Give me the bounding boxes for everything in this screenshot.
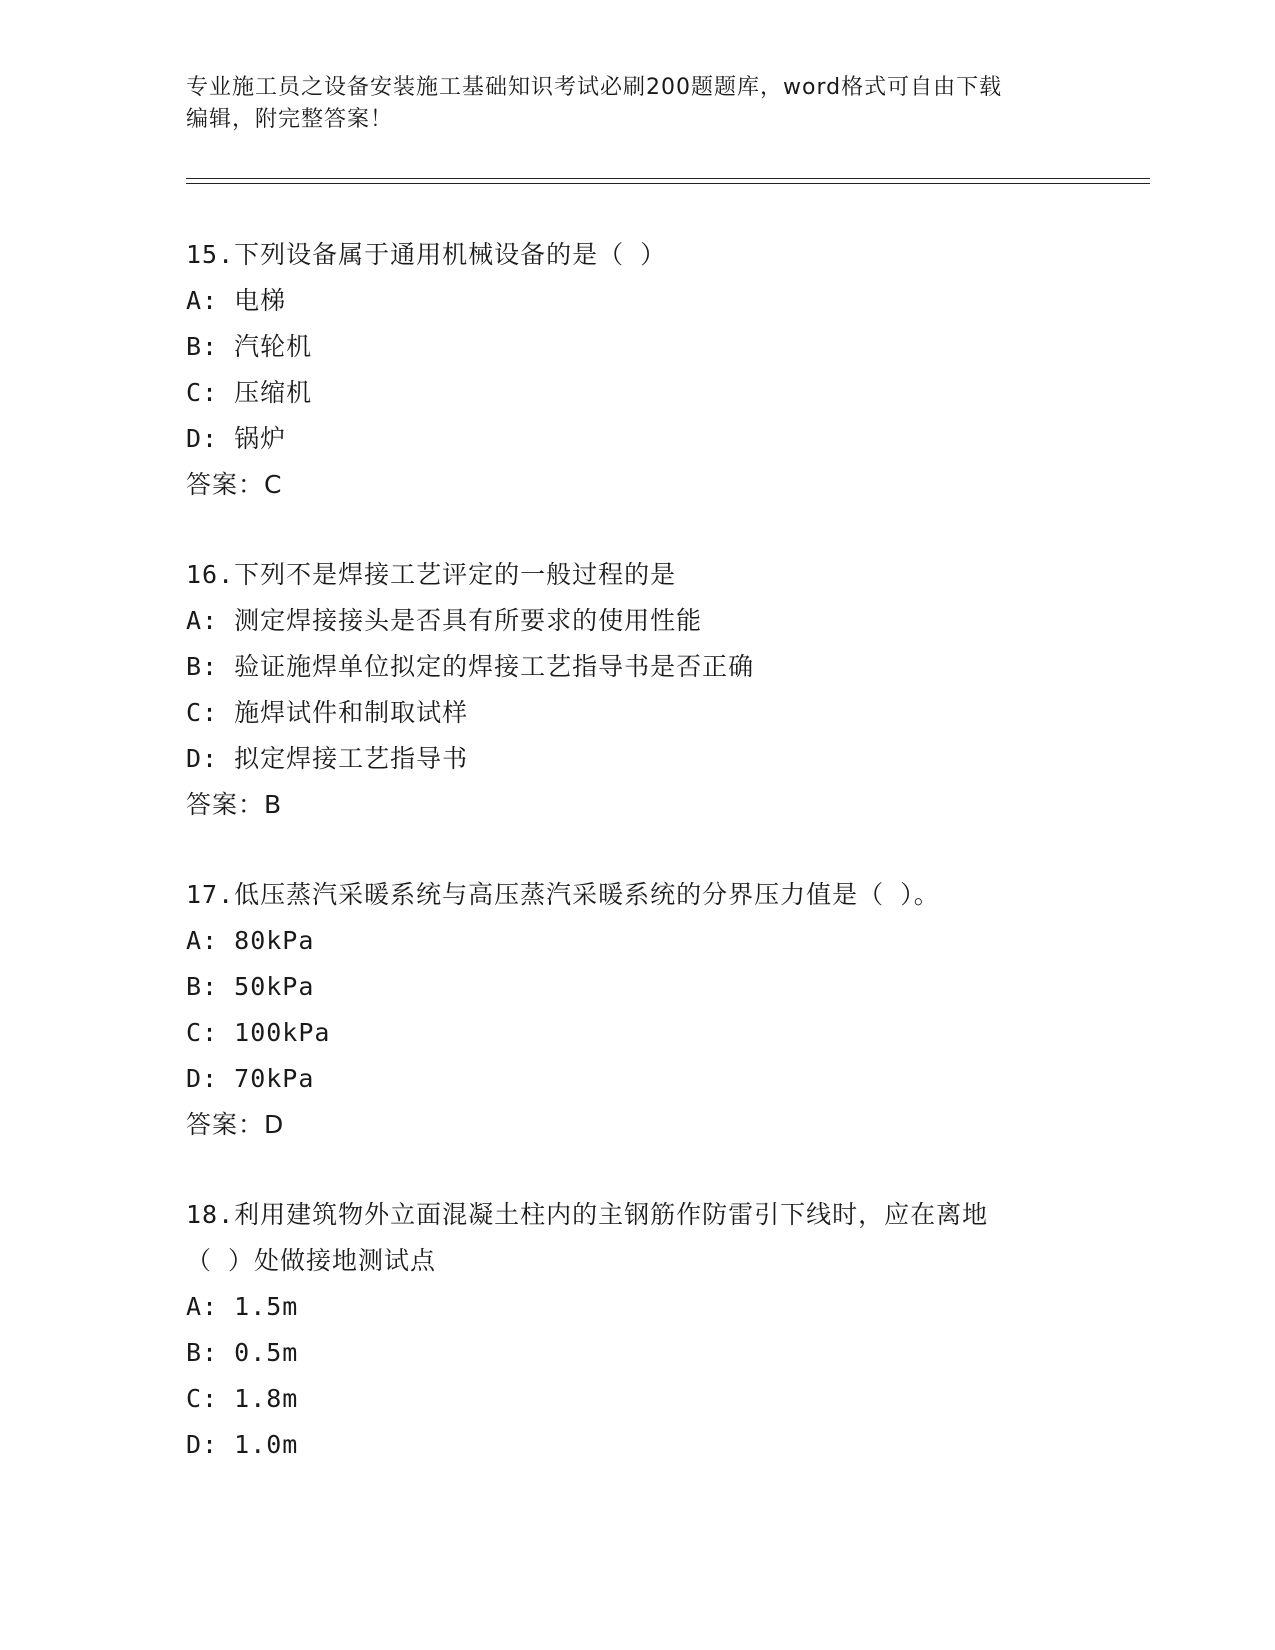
answer-label: 答案：C: [186, 470, 283, 499]
option-d: D: 70kPa: [186, 1064, 315, 1093]
option-b: B: 50kPa: [186, 972, 315, 1001]
document-header: [186, 72, 1066, 136]
option-c: C: 1.8m: [186, 1384, 299, 1413]
header-divider-bottom: [186, 183, 1150, 184]
answer-label: 答案：B: [186, 790, 283, 819]
option-a: A: 电梯: [186, 286, 287, 315]
option-c: C: 100kPa: [186, 1018, 331, 1047]
option-c: C: 压缩机: [186, 378, 313, 407]
option-a: A: 80kPa: [186, 926, 315, 955]
option-a: A: 1.5m: [186, 1292, 299, 1321]
question-stem: 16.下列不是焊接工艺评定的一般过程的是: [186, 560, 677, 589]
header-title-line-2: 编辑，附完整答案！: [186, 107, 394, 132]
question-stem-line-2: （ ）处做接地测试点: [186, 1246, 437, 1275]
option-b: B: 汽轮机: [186, 332, 313, 361]
question-18: [186, 1192, 1086, 1468]
header-divider-top: [186, 178, 1150, 179]
option-c: C: 施焊试件和制取试样: [186, 698, 469, 727]
question-stem: 15.下列设备属于通用机械设备的是（ ）: [186, 240, 667, 269]
option-d: D: 锅炉: [186, 424, 287, 453]
question-stem: 17.低压蒸汽采暖系统与高压蒸汽采暖系统的分界压力值是（ ）。: [186, 880, 940, 909]
answer-label: 答案：D: [186, 1110, 285, 1139]
header-title-line-1: 专业施工员之设备安装施工基础知识考试必刷200题题库，word格式可自由下载: [186, 75, 1003, 100]
question-stem-line-1: 18.利用建筑物外立面混凝土柱内的主钢筋作防雷引下线时，应在离地: [186, 1200, 989, 1229]
question-15: [186, 232, 1086, 508]
option-a: A: 测定焊接接头是否具有所要求的使用性能: [186, 606, 703, 635]
option-d: D: 拟定焊接工艺指导书: [186, 744, 469, 773]
question-16: [186, 552, 1086, 828]
question-17: [186, 872, 1086, 1148]
option-b: B: 验证施焊单位拟定的焊接工艺指导书是否正确: [186, 652, 755, 681]
option-b: B: 0.5m: [186, 1338, 299, 1367]
option-d: D: 1.0m: [186, 1430, 299, 1459]
